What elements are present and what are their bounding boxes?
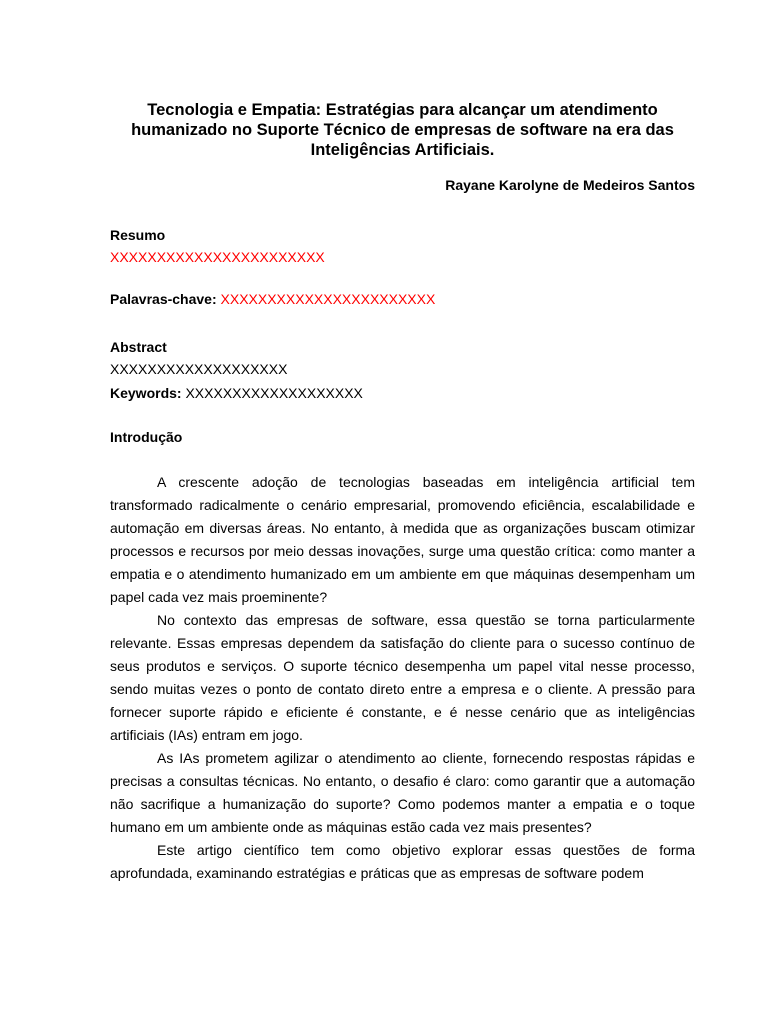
paragraph: A crescente adoção de tecnologias baseadas em inteligência artificial tem transformado radicalmente o cenário empresarial, promovendo eficiência, escalabilidade e automação em diversas áreas. No entanto, à medida que as organizações buscam otimizar processos e recursos por meio dessas inovações, surge uma questão crítica: como manter a empatia e o atendimento humanizado em um ambiente em que máquinas desempenham um papel cada vez mais proeminente? [110, 474, 695, 605]
palavras-chave-text: XXXXXXXXXXXXXXXXXXXXXXX [220, 291, 436, 307]
keywords-label: Keywords: [110, 385, 182, 401]
paper-title: Tecnologia e Empatia: Estratégias para alcançar um atendimento humanizado no Suporte Técnico de empresas de software na era das Inteligências Artificiais. [131, 101, 674, 159]
palavras-chave-label: Palavras-chave: [110, 291, 217, 307]
paragraph: No contexto das empresas de software, essa questão se torna particularmente relevante. Essas empresas dependem da satisfação do cliente para o sucesso contínuo de seus produtos e serviços. O suporte técnico desempenha um papel vital nesse processo, sendo muitas vezes o ponto de contato direto entre a empresa e o cliente. A pressão para fornecer suporte rápido e eficiente é constante, e é nesse cenário que as inteligências artificiais (IAs) entram em jogo. [110, 612, 695, 743]
introducao-heading: Introdução [110, 429, 183, 445]
keywords-line [110, 381, 695, 405]
document-page [110, 100, 695, 885]
paragraph: Este artigo científico tem como objetivo explorar essas questões de forma aprofundada, examinando estratégias e práticas que as empresas de software podem [110, 842, 695, 881]
keywords-text: XXXXXXXXXXXXXXXXXXX [185, 385, 363, 401]
resumo-heading: Resumo [110, 227, 166, 243]
introducao-body [110, 471, 695, 885]
paragraph: As IAs prometem agilizar o atendimento ao cliente, fornecendo respostas rápidas e precisas a consultas técnicas. No entanto, o desafio é claro: como garantir que a automação não sacrifique a humanização do suporte? Como podemos manter a empatia e o toque humano em um ambiente onde as máquinas estão cada vez mais presentes? [110, 750, 695, 835]
resumo-text: XXXXXXXXXXXXXXXXXXXXXXX [110, 249, 325, 265]
abstract-heading: Abstract [110, 339, 167, 355]
author-name: Rayane Karolyne de Medeiros Santos [445, 177, 695, 193]
abstract-text: XXXXXXXXXXXXXXXXXXX [110, 361, 288, 377]
palavras-chave-line [110, 287, 695, 311]
